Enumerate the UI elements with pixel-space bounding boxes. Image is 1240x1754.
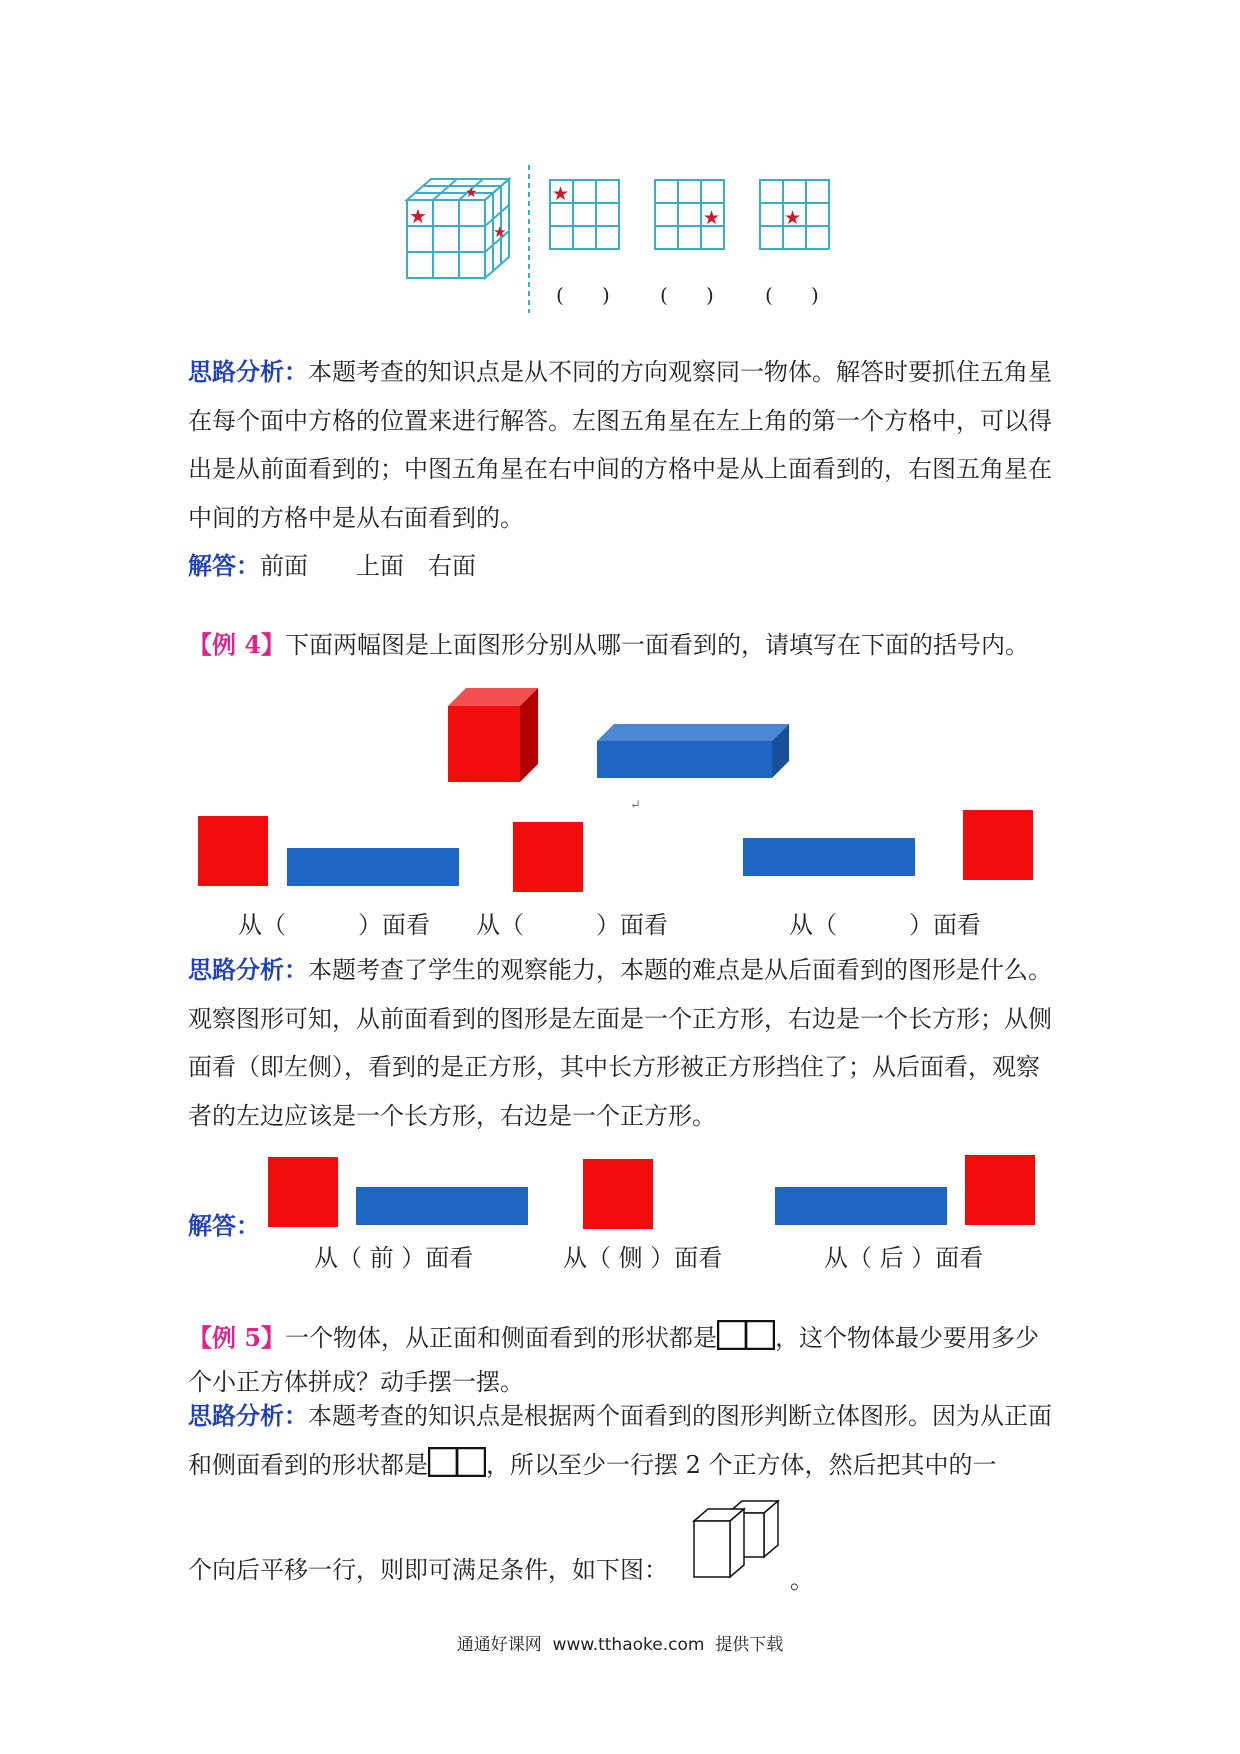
view-label-2: 从（ ）面看 [476, 911, 668, 939]
analysis-1 [188, 348, 1058, 542]
analysis-5-label: 思路分析： [188, 1402, 308, 1430]
answer-side-square [583, 1159, 653, 1229]
example-4-tag: 【例 4】 [188, 630, 286, 659]
view-3-rect [743, 838, 915, 876]
view-label-3: 从（ ）面看 [789, 911, 981, 939]
analysis-1-text: 本题考查的知识点是从不同的方向观察同一物体。解答时要抓住五角星在每个面中方格的位置来进行解答。左图五角星在左上角的第一个方格中，可以得出是从前面看到的；中图五角星在右中间的方格中是从上面看到的，右图五角星在中间的方格中是从右面看到的。 [188, 358, 1052, 532]
answer-1 [188, 542, 1058, 591]
example-4-question [188, 621, 1058, 670]
analysis-4-label: 思路分析： [188, 956, 308, 984]
analysis-5-text-before: 本题考查的知识点是根据两个面看到的图形判断立体图形。因为从正面和侧面看到的形状都是 [188, 1402, 1052, 1479]
analysis-4 [188, 946, 1058, 1140]
view-1-square [198, 816, 268, 886]
view-2-square [513, 822, 583, 892]
svg-text:★: ★ [493, 223, 507, 241]
answer-back-rect [775, 1187, 947, 1225]
paren-label-2: ( ) [660, 283, 714, 307]
answer-1-label: 解答： [188, 552, 260, 580]
example-5-text-after: ，这个物体最少要用多少个小正方体拼成？动手摆一摆。 [188, 1324, 1040, 1396]
svg-text:★: ★ [409, 204, 427, 228]
return-mark: ↵ [630, 798, 641, 813]
view-1-rect [287, 848, 459, 886]
example-4-text: 下面两幅图是上面图形分别从哪一面看到的，请填写在下面的括号内。 [285, 631, 1030, 659]
answer-4-label: 解答： [188, 1212, 260, 1240]
answer-label-3: 从（ 后 ）面看 [824, 1244, 984, 1272]
analysis-4-text: 本题考查了学生的观察能力，本题的难点是从后面看到的图形是什么。观察图形可知，从前面看到的图形是左面是一个正方形，右边是一个长方形；从侧面看（即左侧），看到的是正方形，其中长方形被正方形挡住了；从后面看，观察者的左边应该是一个长方形，右边是一个正方形。 [188, 956, 1052, 1130]
answer-label-2: 从（ 侧 ）面看 [563, 1244, 723, 1272]
red-cube-3d [448, 688, 548, 784]
blue-bar-3d [597, 724, 791, 780]
answer-back-square [965, 1155, 1035, 1225]
answer-front-rect [356, 1187, 528, 1225]
svg-text:★: ★ [465, 185, 478, 201]
example-5-text-before: 一个物体，从正面和侧面看到的形状都是 [285, 1324, 718, 1352]
analysis-5-last-line [188, 1550, 668, 1585]
example-5-question [188, 1316, 1058, 1404]
analysis-5-end-mark: 。 [790, 1566, 814, 1594]
view-3-square [963, 810, 1033, 880]
view-label-1: 从（ ）面看 [238, 911, 430, 939]
answer-1-text: 前面 上面 右面 [260, 552, 476, 580]
answer-front-square [268, 1157, 338, 1227]
analysis-5 [188, 1392, 1058, 1489]
svg-text:★: ★ [703, 207, 721, 229]
paren-label-1: ( ) [556, 283, 610, 307]
answer-label-1: 从（ 前 ）面看 [314, 1244, 474, 1272]
two-squares-icon [717, 1320, 775, 1350]
svg-text:★: ★ [552, 183, 570, 205]
footer-text: 通通好课网 www.tthaoke.com 提供下载 [456, 1635, 784, 1655]
svg-text:★: ★ [784, 207, 802, 229]
two-cubes-figure [690, 1495, 790, 1585]
paren-label-3: ( ) [765, 283, 819, 307]
analysis-1-label: 思路分析： [188, 358, 308, 386]
analysis-5-text-last: 个向后平移一行，则即可满足条件，如下图： [188, 1556, 668, 1584]
example-5-tag: 【例 5】 [188, 1323, 286, 1352]
analysis-5-text-middle: ，所以至少一行摆 2 个正方体，然后把其中的一 [486, 1450, 997, 1479]
two-squares-icon-2 [428, 1447, 486, 1477]
